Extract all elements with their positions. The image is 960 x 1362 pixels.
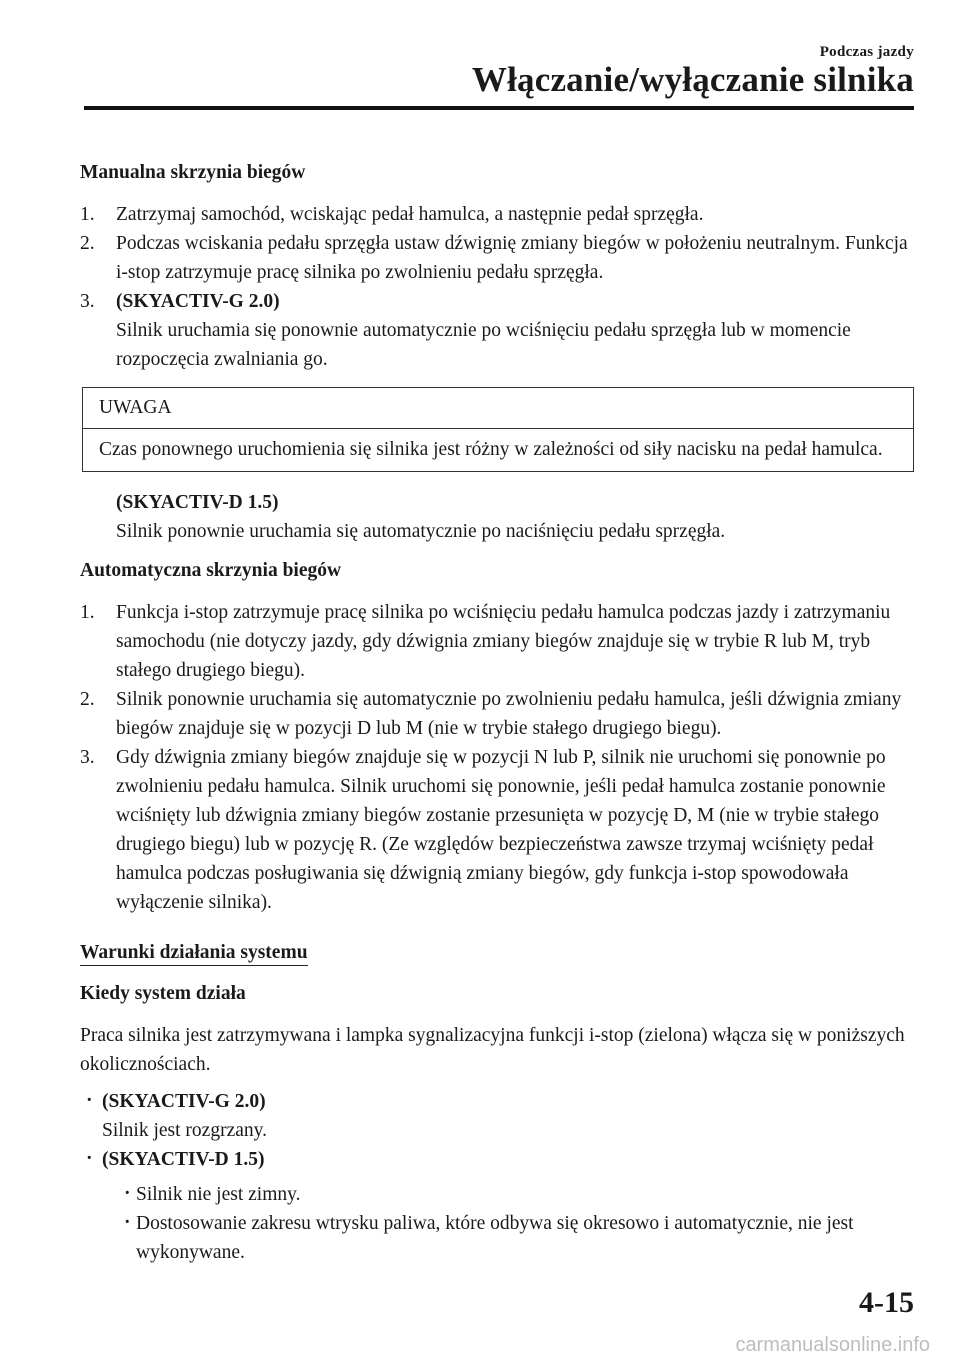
step-number: 2. xyxy=(80,689,95,710)
page-number: 4-15 xyxy=(859,1286,914,1319)
list-item xyxy=(80,685,916,743)
automatic-transmission-heading: Automatyczna skrzynia biegów xyxy=(80,560,342,581)
step-number: 3. xyxy=(80,747,95,768)
watermark: carmanualsonline.info xyxy=(735,1334,930,1356)
note-box xyxy=(82,387,914,472)
diesel-manual-block xyxy=(80,488,916,546)
step-number: 1. xyxy=(80,204,95,225)
header-rule xyxy=(84,106,914,110)
step-text: Silnik ponownie uruchamia się automatycznie po zwolnieniu pedału hamulca, jeśli dźwignia zmiany biegów znajduje się w pozycji D lub M (nie w trybie stałego drugiego biegu). xyxy=(116,689,902,739)
diesel-conditions-list xyxy=(102,1180,916,1267)
step-number: 3. xyxy=(80,291,95,312)
list-item xyxy=(80,598,916,685)
note-body: Czas ponownego uruchomienia się silnika jest różny w zależności od siły nacisku na pedał hamulca. xyxy=(99,439,883,460)
automatic-steps-list xyxy=(80,598,916,917)
list-item xyxy=(80,1087,916,1145)
diesel-manual-text: Silnik ponownie uruchamia się automatycznie po naciśnięciu pedału sprzęgła. xyxy=(116,521,726,542)
list-item: · Dostosowanie zakresu wtrysku paliwa, które odbywa się okresowo i automatycznie, nie jest wykonywane. xyxy=(124,1209,916,1267)
engine-variant-label: · (SKYACTIV-G 2.0) xyxy=(102,1091,266,1112)
manual-steps-list xyxy=(80,200,916,374)
step-text: Zatrzymaj samochód, wciskając pedał hamulca, a następnie pedał sprzęgła. xyxy=(116,204,704,225)
conditions-intro: Praca silnika jest zatrzymywana i lampka sygnalizacyjna funkcji i-stop (zielona) włącza się w poniższych okolicznościach. xyxy=(80,1025,905,1075)
engine-variant-label: (SKYACTIV-D 1.5) xyxy=(116,492,279,513)
list-item xyxy=(80,200,916,229)
condition-text: Silnik jest rozgrzany. xyxy=(102,1120,267,1141)
engine-variant-label: · (SKYACTIV-D 1.5) xyxy=(102,1149,265,1170)
step-text: Gdy dźwignia zmiany biegów znajduje się w pozycji N lub P, silnik nie uruchomi się ponownie po zwolnieniu pedału hamulca. Silnik uruchomi się ponownie, jeśli pedał hamulca zostanie ponownie wciśnięty lub dźwignia zmiany biegów zostanie przesunięta w pozycję D, M (nie w trybie stałego drugiego biegu) lub w pozycję R. (Ze względów bezpieczeństwa zawsze trzymaj wciśnięty pedał hamulca podczas posługiwania się dźwignią zmiany biegów, gdy funkcja i-stop spowodowała wyłączenie silnika). xyxy=(116,747,886,913)
step-text: Funkcja i-stop zatrzymuje pracę silnika po wciśnięciu pedału hamulca podczas jazdy i zatrzymaniu samochodu (nie dotyczy jazdy, gdy dźwignia zmiany biegów znajduje się w trybie R lub M, tryb stałego drugiego biegu). xyxy=(116,602,891,681)
engine-variant-label: (SKYACTIV-G 2.0) xyxy=(116,291,280,312)
step-number: 2. xyxy=(80,233,95,254)
when-system-works-heading: Kiedy system działa xyxy=(80,983,246,1004)
page-content xyxy=(80,158,916,1267)
step-text: Podczas wciskania pedału sprzęgła ustaw dźwignię zmiany biegów w położeniu neutralnym. Funkcja i-stop zatrzymuje pracę silnika po zwolnieniu pedału sprzęgła. xyxy=(116,233,908,283)
system-conditions-heading: Warunki działania systemu xyxy=(80,940,308,966)
list-item xyxy=(80,743,916,917)
page-title: Włączanie/wyłączanie silnika xyxy=(471,60,914,99)
step-number: 1. xyxy=(80,602,95,623)
list-item xyxy=(80,287,916,374)
section-name: Podczas jazdy xyxy=(819,44,914,60)
note-title: UWAGA xyxy=(83,388,913,429)
conditions-list xyxy=(80,1087,916,1267)
step-text: Silnik uruchamia się ponownie automatycznie po wciśnięciu pedału sprzęgła lub w momencie rozpoczęcia zwalniania go. xyxy=(116,320,851,370)
list-item xyxy=(80,229,916,287)
list-item: · Silnik nie jest zimny. xyxy=(124,1180,916,1209)
list-item xyxy=(80,1145,916,1267)
manual-transmission-heading: Manualna skrzynia biegów xyxy=(80,162,306,183)
